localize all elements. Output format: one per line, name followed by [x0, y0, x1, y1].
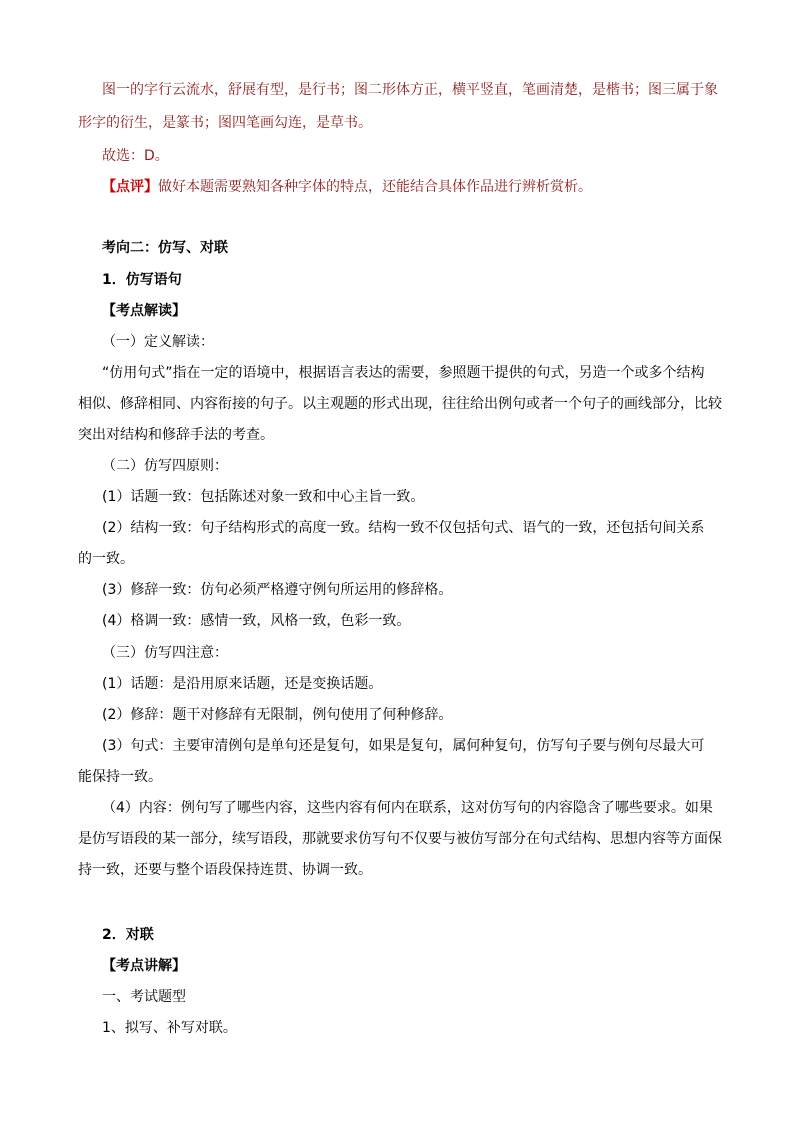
note-4-line-3: 持一致，还要与整个语段保持连贯、协调一致。	[78, 862, 372, 878]
subsection-1-label: 【考点解读】	[102, 303, 186, 319]
subsection-1-title: 1．仿写语句	[102, 272, 182, 288]
note-3-line-2: 能保持一致。	[78, 769, 162, 785]
principle-2-line-1: (2）结构一致：句子结构形式的高度一致。结构一致不仅包括句式、语气的一致，还包括句间关系	[102, 520, 705, 536]
comment-text: 做好本题需要熟知各种字体的特点，还能结合具体作品进行辨析赏析。	[158, 179, 592, 195]
note-2: (2）修辞：题干对修辞有无限制，例句使用了何种修辞。	[102, 707, 453, 723]
answer-line-1: 图一的字行云流水，舒展有型，是行书；图二形体方正，横平竖直，笔画清楚，是楷书；图三属于象	[102, 82, 718, 98]
section-heading: 考向二：仿写、对联	[102, 240, 228, 256]
exam-type-title: 一、考试题型	[102, 989, 186, 1005]
note-3-line-1: (3）句式：主要审清例句是单句还是复句，如果是复句，属何种复句，仿写句子要与例句尽最大可	[102, 738, 705, 754]
principle-1: (1）话题一致：包括陈述对象一致和中心主旨一致。	[102, 489, 425, 505]
answer-line-2: 形字的衍生，是篆书；图四笔画勾连，是草书。	[78, 115, 372, 131]
note-4-line-2: 是仿写语段的某一部分，续写语段，那就要求仿写句不仅要与被仿写部分在句式结构、思想内容等方面保	[78, 831, 722, 847]
definition-line-2: 相似、修辞相同、内容衔接的句子。以主观题的形式出现，往往给出例句或者一个句子的画线部分，比较	[78, 396, 722, 412]
principle-4: (4）格调一致：感情一致，风格一致，色彩一致。	[102, 613, 411, 629]
answer-choice: 故选：D。	[102, 148, 169, 164]
principle-2-line-2: 的一致。	[78, 551, 134, 567]
note-1: (1）话题：是沿用原来话题，还是变换话题。	[102, 676, 383, 692]
notes-title: （三）仿写四注意：	[102, 645, 228, 661]
comment-line	[102, 177, 592, 197]
definition-line-1: “仿用句式”指在一定的语境中，根据语言表达的需要，参照题干提供的句式，另造一个或多个结构	[102, 365, 705, 381]
principle-3: (3）修辞一致：仿句必须严格遵守例句所运用的修辞格。	[102, 582, 453, 598]
comment-bracket: 【点评】	[102, 179, 158, 195]
definition-title: （一）定义解读：	[102, 334, 214, 350]
exam-type-item-1: 1、拟写、补写对联。	[102, 1020, 237, 1036]
subsection-2-label: 【考点讲解】	[102, 958, 186, 974]
subsection-2-title: 2．对联	[102, 927, 154, 943]
definition-line-3: 突出对结构和修辞手法的考查。	[78, 427, 274, 443]
principles-title: （二）仿写四原则：	[102, 458, 228, 474]
note-4-line-1: （4）内容：例句写了哪些内容，这些内容有何内在联系，这对仿写句的内容隐含了哪些要求。如果	[102, 800, 713, 816]
